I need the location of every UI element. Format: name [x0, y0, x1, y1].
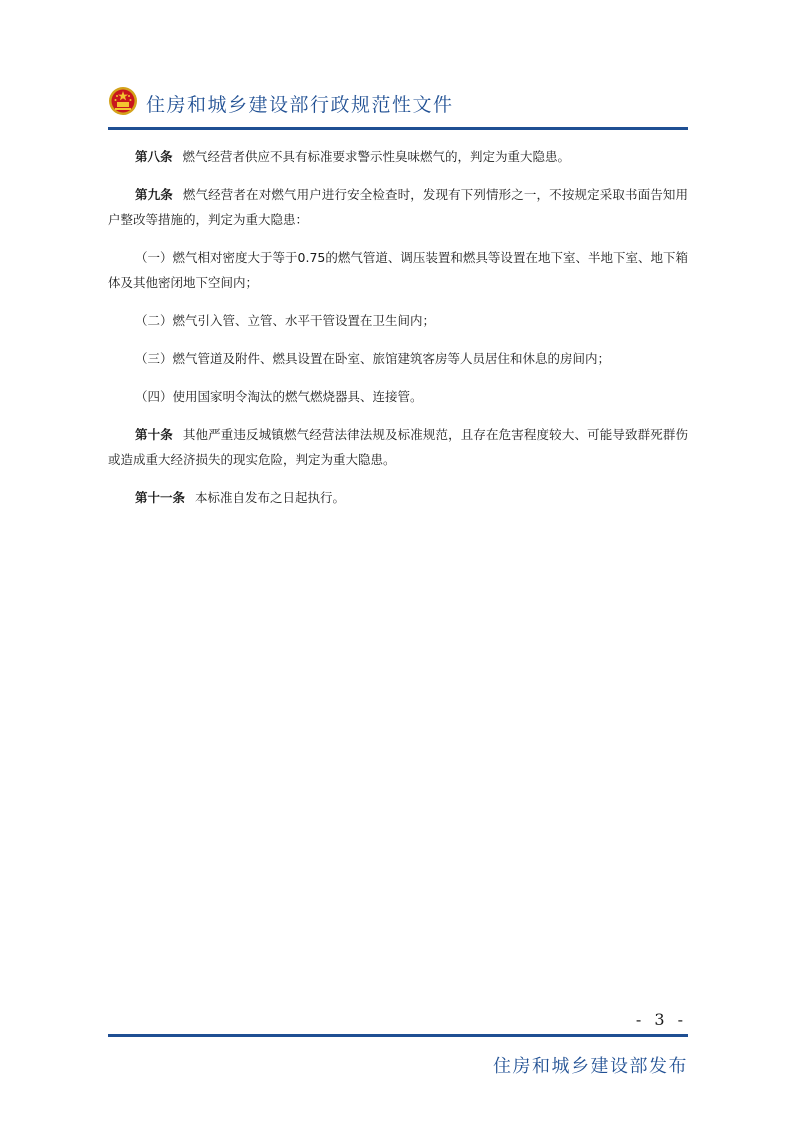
header-title: 住房和城乡建设部行政规范性文件 — [146, 94, 454, 116]
article-10 — [108, 422, 688, 472]
article-label: 第十一条 — [135, 490, 186, 505]
article-text: 其他严重违反城镇燃气经营法律法规及标准规范，且存在危害程度较大、可能导致群死群伤或造成重大经济损失的现实危险，判定为重大隐患。 — [108, 427, 688, 467]
article-text: 本标准自发布之日起执行。 — [195, 490, 346, 505]
footer-publisher: 住房和城乡建设部发布 — [493, 1056, 688, 1077]
list-item: （二）燃气引入管、立管、水平干管设置在卫生间内； — [135, 313, 436, 328]
header-divider — [108, 127, 688, 130]
article-8 — [108, 144, 688, 169]
list-item: （四）使用国家明令淘汰的燃气燃烧器具、连接管。 — [135, 389, 423, 404]
article-label: 第十条 — [135, 427, 173, 442]
page-number: - 3 - — [635, 1010, 687, 1029]
footer-divider — [108, 1034, 688, 1037]
list-item: （三）燃气管道及附件、燃具设置在卧室、旅馆建筑客房等人员居住和休息的房间内； — [135, 351, 611, 366]
list-item: （一）燃气相对密度大于等于0.75的燃气管道、调压装置和燃具等设置在地下室、半地下室、地下箱体及其他密闭地下空间内； — [108, 250, 688, 290]
article-9 — [108, 182, 688, 232]
article-text: 燃气经营者在对燃气用户进行安全检查时，发现有下列情形之一，不按规定采取书面告知用户整改等措施的，判定为重大隐患： — [108, 187, 688, 227]
document-body — [108, 144, 688, 523]
article-label: 第九条 — [135, 187, 173, 202]
article-text: 燃气经营者供应不具有标准要求警示性臭味燃气的，判定为重大隐患。 — [182, 149, 571, 164]
page-header — [108, 86, 688, 122]
article-label: 第八条 — [135, 149, 173, 164]
article-11 — [108, 485, 688, 510]
national-emblem-icon — [108, 86, 138, 116]
